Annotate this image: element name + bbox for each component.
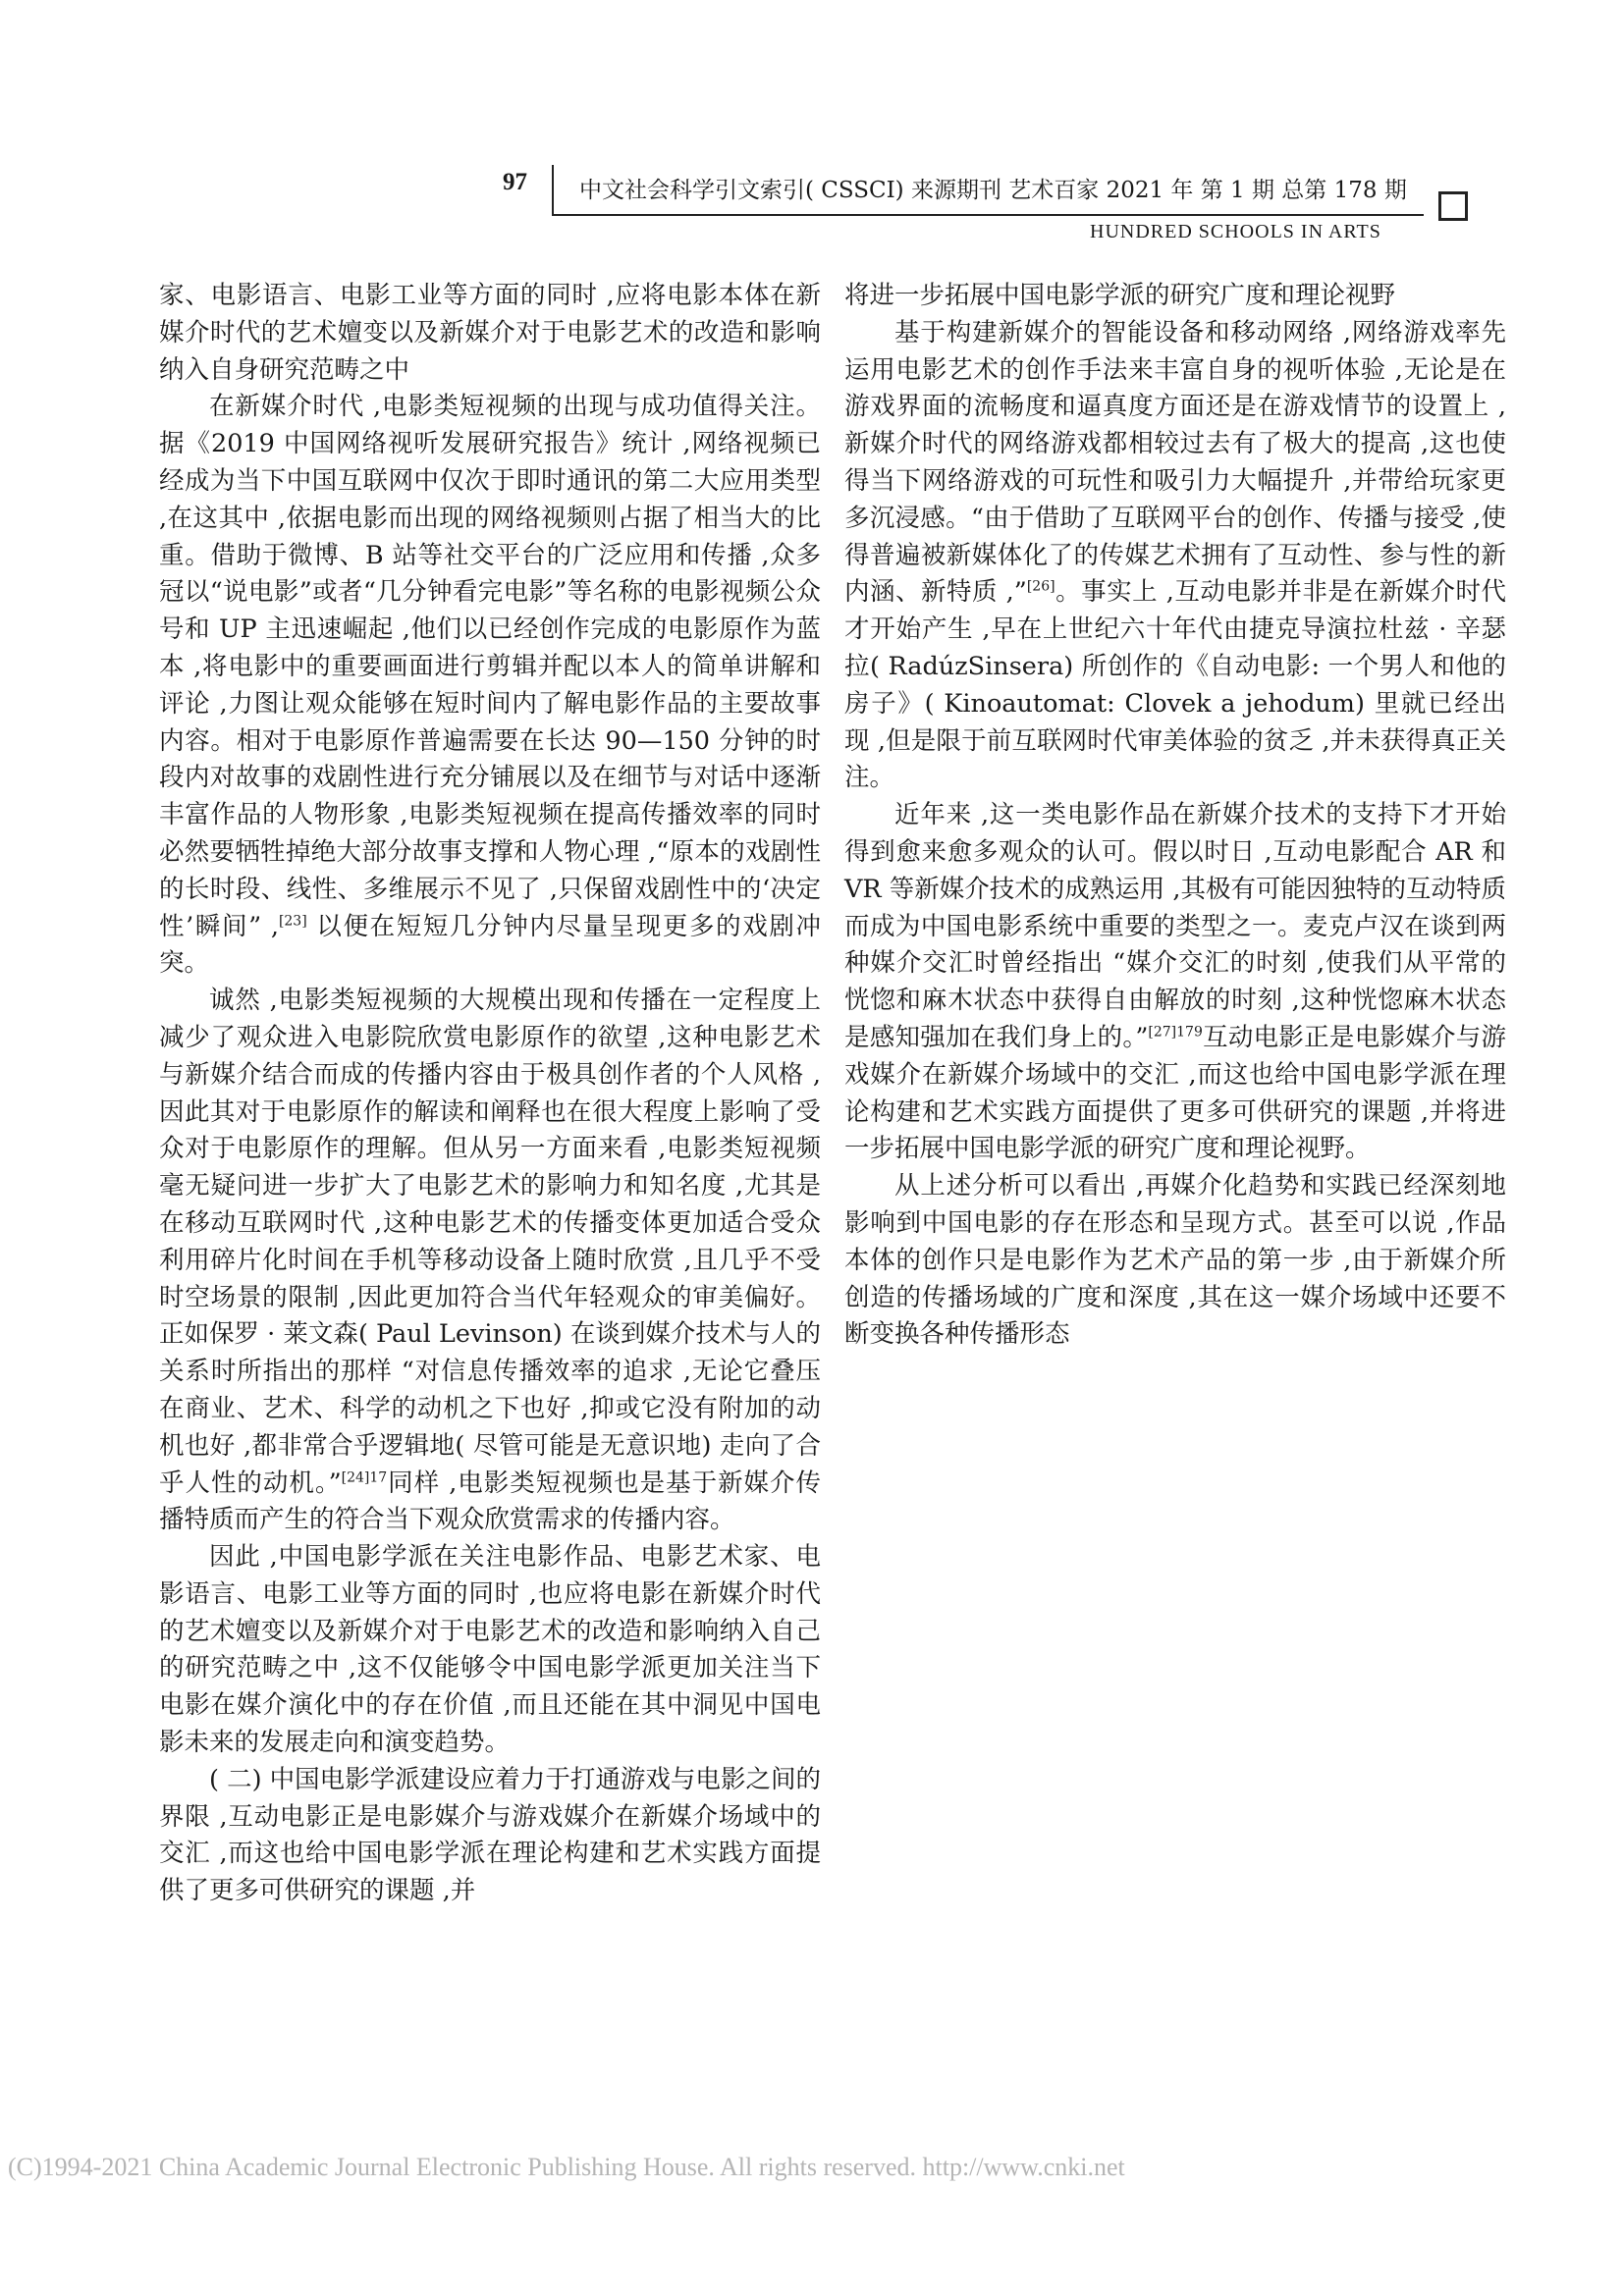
citation: [27]179 [1148, 1024, 1203, 1041]
paragraph: 家、电影语言、电影工业等方面的同时 ,应将电影本体在新媒介时代的艺术嬗变以及新媒介对于电影艺术的改造和影响纳入自身研究范畴之中 [159, 281, 821, 385]
journal-header-title: 中文社会科学引文索引( CSSCI) 来源期刊 艺术百家 2021 年 第 1 期 总第 178 期 [579, 178, 1407, 203]
left-column [159, 278, 821, 1910]
header-horizontal-rule [552, 214, 1424, 216]
journal-english-title: HUNDRED SCHOOLS IN ARTS [1090, 221, 1381, 242]
paragraph: 因此 ,中国电影学派在关注电影作品、电影艺术家、电影语言、电影工业等方面的同时 ,也应将电影在新媒介时代的艺术嬗变以及新媒介对于电影艺术的改造和影响纳入自己的研究范畴之中 ,这不仅能够令中国电影学派更加关注当下电影在媒介演化中的存在价值 ,而且还能在其中洞见中国电影未来的发展走向和演变趋势。 [159, 1542, 821, 1758]
citation: [23] [278, 913, 307, 930]
citation: [24]17 [341, 1469, 388, 1485]
right-column [844, 278, 1506, 1354]
paragraph: 诚然 ,电影类短视频的大规模出现和传播在一定程度上减少了观众进入电影院欣赏电影原作的欲望 ,这种电影艺术与新媒介结合而成的传播内容由于极具创作者的个人风格 ,因此其对于电影原作的解读和阐释也在很大程度上影响了受众对于电影原作的理解。但从另一方面来看 ,电影类短视频毫无疑问进一步扩大了电影艺术的影响力和知名度 ,尤其是在移动互联网时代 ,这种电影艺术的传播变体更加适合受众利用碎片化时间在手机等移动设备上随时欣赏 ,且几乎不受时空场景的限制 ,因此更加符合当代年轻观众的审美偏好。正如保罗 · 莱文森( Paul Levinson) 在谈到媒介技术与人的关系时所指出的那样 “对信息传播效率的追求 ,无论它叠压在商业、艺术、科学的动机之下也好 ,抑或它没有附加的动机也好 ,都非常合乎逻辑地( 尽管可能是无意识地) 走向了合乎人性的动机。”$^{[24]17}$同样 ,电影类短视频也是基于新媒介传播特质而产生的符合当下观众欣赏需求的传播内容。 [159, 986, 821, 1535]
paragraph: 基于构建新媒介的智能设备和移动网络 ,网络游戏率先运用电影艺术的创作手法来丰富自身的视听体验 ,无论是在游戏界面的流畅度和逼真度方面还是在游戏情节的设置上 ,新媒介时代的网络游戏都相较过去有了极大的提高 ,这也使得当下网络游戏的可玩性和吸引力大幅提升 ,并带给玩家更多沉浸感。“由于借助了互联网平台的创作、传播与接受 ,使得普遍被新媒体化了的传媒艺术拥有了互动性、参与性的新内涵、新特质 ,”[26]。事实上 ,互动电影并非是在新媒介时代才开始产生 ,早在上世纪六十年代由捷克导演拉杜兹 · 辛瑟拉( RadúzSinsera) 所创作的《自动电影: 一个男人和他的房子》( Kinoautomat: Clovek a jehodum) 里就已经出现 ,但是限于前互联网时代审美体验的贫乏 ,并未获得真正关注。 [844, 317, 1506, 793]
copyright-footer: (C)1994-2021 China Academic Journal Electronic Publishing House. All rights reserved. http://www.cnki.net [8, 2153, 1125, 2181]
header-vertical-rule [552, 165, 554, 216]
paragraph: ( 二) 中国电影学派建设应着力于打通游戏与电影之间的界限 ,互动电影正是电影媒介与游戏媒介在新媒介场域中的交汇 ,而这也给中国电影学派在理论构建和艺术实践方面提供了更多可供研究的课题 ,并 [159, 1764, 821, 1906]
page-number: 97 [503, 169, 527, 195]
paragraph: 在新媒介时代 ,电影类短视频的出现与成功值得关注。据《2019 中国网络视听发展研究报告》统计 ,网络视频已经成为当下中国互联网中仅次于即时通讯的第二大应用类型 ,在这其中 ,依据电影而出现的网络视频则占据了相当大的比重。借助于微博、B 站等社交平台的广泛应用和传播 ,众多冠以“说电影”或者“几分钟看完电影”等名称的电影视频公众号和 UP 主迅速崛起 ,他们以已经创作完成的电影原作为蓝本 ,将电影中的重要画面进行剪辑并配以本人的简单讲解和评论 ,力图让观众能够在短时间内了解电影作品的主要故事内容。相对于电影原作普遍需要在长达 90—150 分钟的时段内对故事的戏剧性进行充分铺展以及在细节与对话中逐渐丰富作品的人物形象 ,电影类短视频在提高传播效率的同时必然要牺牲掉绝大部分故事支撑和人物心理 ,“原本的戏剧性的长时段、线性、多维展示不见了 ,只保留戏剧性中的‘决定性’瞬间” ,[23] 以便在短短几分钟内尽量呈现更多的戏剧冲突。 [159, 392, 821, 979]
paragraph: 将进一步拓展中国电影学派的研究广度和理论视野 [844, 281, 1396, 310]
paragraph: 近年来 ,这一类电影作品在新媒介技术的支持下才开始得到愈来愈多观众的认可。假以时日 ,互动电影配合 AR 和 VR 等新媒介技术的成熟运用 ,其极有可能因独特的互动特质而成为中国电影系统中重要的类型之一。麦克卢汉在谈到两种媒介交汇时曾经指出 “媒介交汇的时刻 ,使我们从平常的恍惚和麻木状态中获得自由解放的时刻 ,这种恍惚麻木状态是感知强加在我们身上的。”$^{[27]179}$互动电影正是电影媒介与游戏媒介在新媒介场域中的交汇 ,而这也给中国电影学派在理论构建和艺术实践方面提供了更多可供研究的课题 ,并将进一步拓展中国电影学派的研究广度和理论视野。 [844, 800, 1506, 1164]
paragraph: 从上述分析可以看出 ,再媒介化趋势和实践已经深刻地影响到中国电影的存在形态和呈现方式。甚至可以说 ,作品本体的创作只是电影作为艺术产品的第一步 ,由于新媒介所创造的传播场域的广度和深度 ,其在这一媒介场域中还要不断变换各种传播形态 [844, 1171, 1506, 1350]
header-square-mark [1438, 191, 1468, 221]
citation: [26] [1026, 578, 1055, 595]
